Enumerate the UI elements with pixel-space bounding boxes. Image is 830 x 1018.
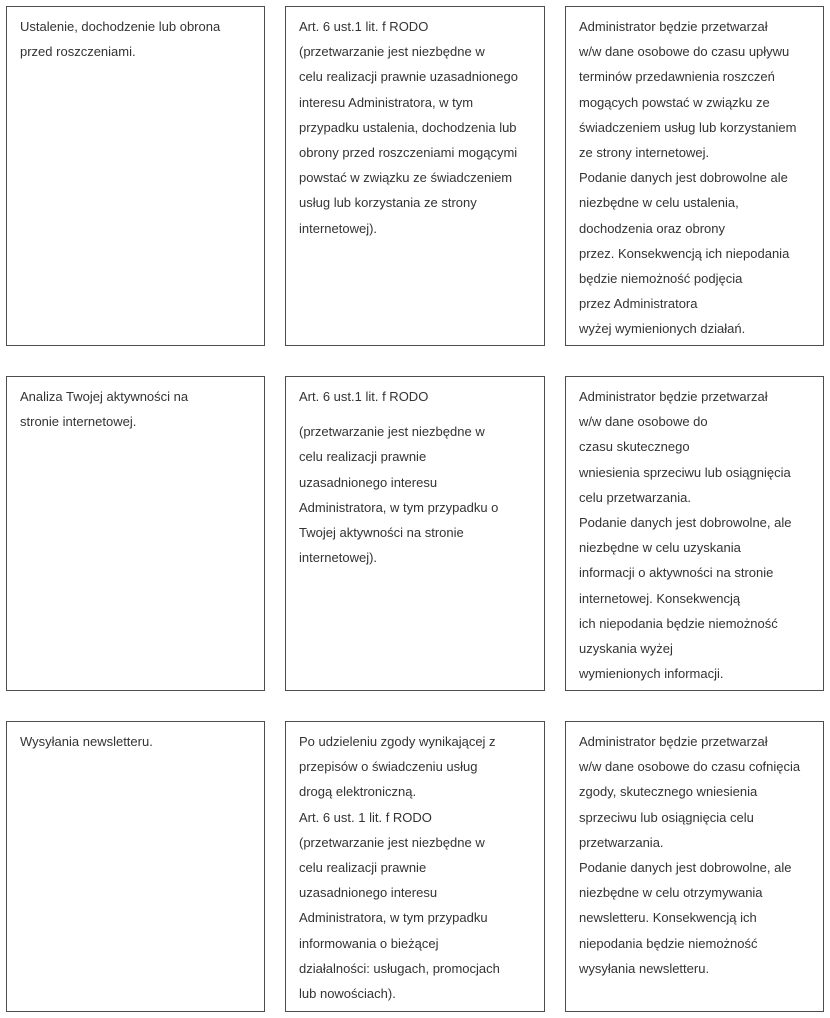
retention-line: Podanie danych jest dobrowolne, ale (579, 515, 792, 531)
retention-line: Podanie danych jest dobrowolne ale (579, 170, 788, 186)
retention-line: informacji o aktywności na stronie (579, 565, 774, 581)
row-3-purpose-cell (6, 721, 265, 1012)
retention-line: uzyskania wyżej (579, 641, 673, 657)
row-2-legal-basis-cell (285, 376, 545, 691)
purpose-line: Analiza Twojej aktywności na (20, 389, 189, 404)
retention-line: newsletteru. Konsekwencją ich (579, 910, 757, 926)
basis-line: celu realizacji prawnie (299, 860, 427, 876)
retention-line: wniesienia sprzeciwu lub osiągnięcia (579, 464, 791, 480)
basis-line: działalności: usługach, promocjach (299, 960, 500, 976)
basis-line: lub nowościach). (299, 986, 396, 1002)
paragraph-gap (299, 409, 531, 419)
row-2-retention-cell (565, 376, 824, 691)
basis-line: Art. 6 ust.1 lit. f RODO (299, 19, 429, 34)
retention-line: Administrator będzie przetwarzał (579, 19, 768, 34)
basis-line: (przetwarzanie jest niezbędne w (299, 834, 485, 850)
basis-line: Twojej aktywności na stronie (299, 525, 464, 541)
basis-line: usług lub korzystania ze strony (299, 195, 477, 211)
basis-line: Administratora, w tym przypadku (299, 910, 488, 926)
retention-line: ze strony internetowej. (579, 145, 710, 161)
row-2-purpose-cell (6, 376, 265, 691)
basis-line: Art. 6 ust.1 lit. f RODO (299, 389, 429, 404)
basis-line: celu realizacji prawnie uzasadnionego (299, 69, 518, 85)
basis-line: interesu Administratora, w tym (299, 94, 474, 110)
retention-line: niezbędne w celu ustalenia, (579, 195, 739, 211)
retention-line: Podanie danych jest dobrowolne, ale (579, 860, 792, 876)
basis-line: powstać w związku ze świadczeniem (299, 170, 513, 186)
row-1-retention-cell (565, 6, 824, 346)
retention-line: wymienionych informacji. (579, 666, 724, 682)
retention-line: wysyłania newsletteru. (579, 960, 710, 976)
retention-line: przetwarzania. (579, 834, 664, 850)
basis-line: (przetwarzanie jest niezbędne w (299, 424, 485, 440)
basis-line: uzasadnionego interesu (299, 885, 438, 901)
retention-line: niezbędne w celu uzyskania (579, 540, 741, 556)
retention-line: celu przetwarzania. (579, 489, 691, 505)
purpose-line: stronie internetowej. (20, 414, 137, 430)
basis-line: Po udzieleniu zgody wynikającej z (299, 734, 496, 749)
basis-line: przypadku ustalenia, dochodzenia lub (299, 119, 517, 135)
basis-line: celu realizacji prawnie (299, 449, 427, 465)
basis-line: informowania o bieżącej (299, 935, 439, 951)
purpose-line: Wysyłania newsletteru. (20, 734, 153, 749)
basis-line: Administratora, w tym przypadku o (299, 499, 499, 515)
retention-line: terminów przedawnienia roszczeń (579, 69, 775, 85)
retention-line: Administrator będzie przetwarzał (579, 389, 768, 404)
basis-line: uzasadnionego interesu (299, 474, 438, 490)
row-1-purpose-cell (6, 6, 265, 346)
retention-line: w/w dane osobowe do (579, 414, 708, 430)
retention-line: ich niepodania będzie niemożność (579, 615, 778, 631)
retention-line: przez. Konsekwencją ich niepodania (579, 245, 790, 261)
row-3-retention-cell (565, 721, 824, 1012)
basis-line: drogą elektroniczną. (299, 784, 417, 800)
row-3-legal-basis-cell (285, 721, 545, 1012)
purpose-line: przed roszczeniami. (20, 44, 136, 60)
retention-line: wyżej wymienionych działań. (579, 321, 746, 337)
retention-line: niepodania będzie niemożność (579, 935, 758, 951)
retention-line: dochodzenia oraz obrony (579, 220, 725, 236)
basis-line: przepisów o świadczeniu usług (299, 759, 478, 775)
basis-line: (przetwarzanie jest niezbędne w (299, 44, 485, 60)
retention-line: niezbędne w celu otrzymywania (579, 885, 763, 901)
retention-line: w/w dane osobowe do czasu cofnięcia (579, 759, 801, 775)
retention-line: czasu skutecznego (579, 439, 690, 455)
retention-line: sprzeciwu lub osiągnięcia celu (579, 809, 754, 825)
purpose-line: Ustalenie, dochodzenie lub obrona (20, 19, 221, 34)
retention-line: będzie niemożność podjęcia (579, 271, 743, 287)
retention-line: świadczeniem usług lub korzystaniem (579, 119, 797, 135)
basis-line: internetowej). (299, 220, 378, 236)
retention-line: mogących powstać w związku ze (579, 94, 770, 110)
retention-line: w/w dane osobowe do czasu upływu (579, 44, 790, 60)
basis-line: obrony przed roszczeniami mogącymi (299, 145, 518, 161)
basis-line: internetowej). (299, 550, 378, 566)
retention-line: przez Administratora (579, 296, 698, 312)
row-1-legal-basis-cell (285, 6, 545, 346)
retention-line: zgody, skutecznego wniesienia (579, 784, 758, 800)
retention-line: internetowej. Konsekwencją (579, 590, 741, 606)
retention-line: Administrator będzie przetwarzał (579, 734, 768, 749)
basis-line: Art. 6 ust. 1 lit. f RODO (299, 809, 432, 825)
